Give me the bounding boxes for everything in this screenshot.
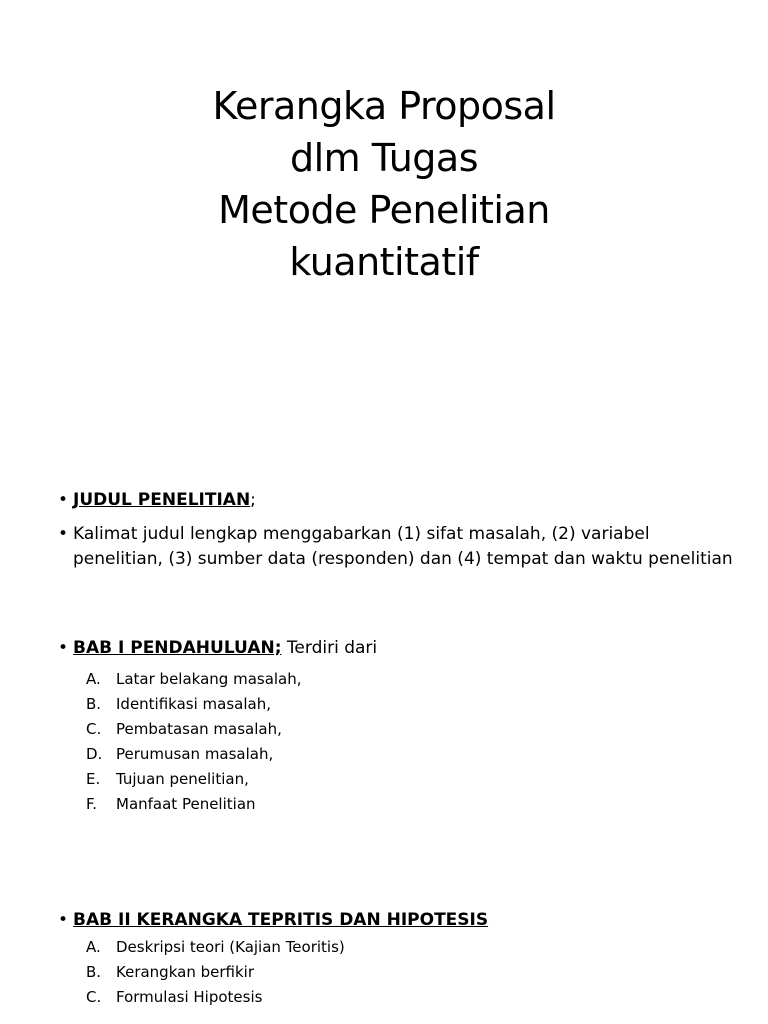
kalimat-text: Kalimat judul lengkap menggabarkan (1) sifat masalah, (2) variabel penelitian, (3) sumber data (responden) dan (4) tempat dan waktu penelitian	[73, 524, 733, 569]
list-item	[86, 792, 738, 817]
kalimat-bullet	[58, 522, 738, 572]
list-text: Kerangkan berfikir	[116, 963, 254, 981]
list-item	[86, 985, 738, 1010]
list-letter: B.	[86, 963, 102, 981]
list-text: Perumusan masalah,	[116, 745, 274, 763]
list-item	[86, 667, 738, 692]
list-letter: A.	[86, 670, 101, 688]
judul-suffix: ;	[250, 490, 256, 510]
bullet-icon: •	[58, 910, 69, 930]
bab2-heading: BAB II KERANGKA TEPRITIS DAN HIPOTESIS	[73, 910, 489, 930]
judul-bullet	[58, 488, 738, 513]
list-text: Identifikasi masalah,	[116, 695, 271, 713]
list-item	[86, 717, 738, 742]
bab1-heading: BAB I PENDAHULUAN;	[73, 638, 282, 658]
list-letter: C.	[86, 988, 102, 1006]
list-item	[86, 742, 738, 767]
list-item	[86, 692, 738, 717]
title-line-3: Metode Penelitian	[218, 188, 550, 232]
list-text: Tujuan penelitian,	[116, 770, 249, 788]
bab1-bullet	[58, 636, 738, 661]
list-letter: C.	[86, 720, 102, 738]
judul-heading: JUDUL PENELITIAN	[73, 490, 251, 510]
bab2-section	[58, 908, 738, 1010]
list-text: Manfaat Penelitian	[116, 795, 256, 813]
list-letter: B.	[86, 695, 102, 713]
bullet-icon: •	[58, 524, 69, 544]
list-letter: F.	[86, 795, 97, 813]
bab1-suffix: Terdiri dari	[281, 638, 378, 658]
judul-section	[58, 488, 738, 513]
bullet-icon: •	[58, 638, 69, 658]
list-text: Pembatasan masalah,	[116, 720, 282, 738]
list-item	[86, 960, 738, 985]
title-line-2: dlm Tugas	[289, 136, 478, 180]
list-text: Latar belakang masalah,	[116, 670, 302, 688]
title-line-4: kuantitatif	[289, 240, 479, 284]
kalimat-section	[58, 522, 738, 572]
title-line-1: Kerangka Proposal	[212, 84, 556, 128]
bab2-list	[58, 935, 738, 1010]
bab1-section	[58, 636, 738, 817]
list-item	[86, 767, 738, 792]
bullet-icon: •	[58, 490, 69, 510]
list-letter: D.	[86, 745, 103, 763]
list-item	[86, 935, 738, 960]
list-letter: E.	[86, 770, 101, 788]
bab1-list	[58, 667, 738, 817]
slide-title	[0, 80, 768, 288]
list-text: Deskripsi teori (Kajian Teoritis)	[116, 938, 345, 956]
list-letter: A.	[86, 938, 101, 956]
bab2-bullet	[58, 908, 738, 933]
list-text: Formulasi Hipotesis	[116, 988, 263, 1006]
